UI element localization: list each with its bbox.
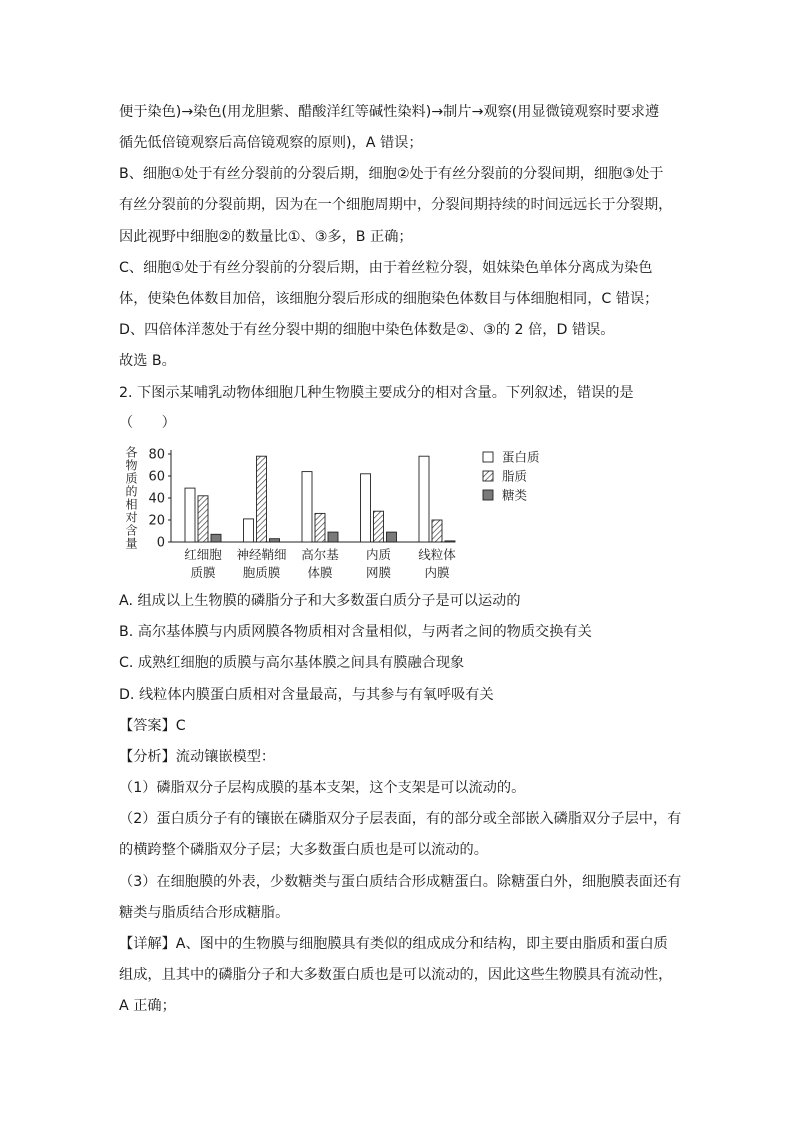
text-line: 体，使染色体数目加倍，该细胞分裂后形成的细胞染色体数目与体细胞相同，C 错误；: [119, 291, 659, 307]
text-line: 故选 B。: [119, 353, 176, 369]
bar-gray: [328, 532, 338, 542]
bar-hatched: [198, 496, 208, 542]
answer-label: 【答案】C: [119, 718, 186, 734]
option-d: D. 线粒体内膜蛋白质相对含量最高，与其参与有氧呼吸有关: [119, 687, 494, 703]
text-line: 便于染色)→染色(用龙胆紫、醋酸洋红等碱性染料)→制片→观察(用显微镜观察时要求遵: [119, 104, 660, 120]
option-b: B. 高尔基体膜与内质网膜各物质相对含量相似，与两者之间的物质交换有关: [119, 624, 592, 640]
bar-empty: [419, 456, 429, 542]
text-line: 循先低倍镜观察后高倍镜观察的原则)，A 错误；: [119, 135, 423, 151]
detail-line: 组成，且其中的磷脂分子和大多数蛋白质也是可以流动的，因此这些生物膜具有流动性，: [119, 967, 673, 983]
text-line: 有丝分裂前的分裂前期，因为在一个细胞周期中，分裂间期持续的时间远远长于分裂期，: [119, 197, 673, 213]
bar-chart: [118, 440, 588, 585]
x-tick-label: 神经鞘细: [236, 547, 287, 562]
question-stem: 2. 下图示某哺乳动物体细胞几种生物膜主要成分的相对含量。下列叙述，错误的是: [119, 385, 634, 401]
bar-hatched: [315, 513, 325, 542]
x-tick-label: 内膜: [424, 565, 450, 580]
analysis-point: 的横跨整个磷脂双分子层；大多数蛋白质也是可以流动的。: [119, 842, 488, 858]
x-tick-label: 线粒体: [418, 547, 456, 562]
text-line: C、细胞①处于有丝分裂前的分裂后期，由于着丝粒分裂，姐妹染色单体分离成为染色: [119, 260, 653, 276]
bar-gray: [211, 534, 221, 542]
option-a: A. 组成以上生物膜的磷脂分子和大多数蛋白质分子是可以运动的: [119, 593, 521, 609]
analysis-point: 糖类与脂质结合形成糖脂。: [119, 905, 290, 921]
bar-empty: [302, 472, 312, 542]
bar-hatched: [374, 511, 384, 542]
text-line: D、四倍体洋葱处于有丝分裂中期的细胞中染色体数是②、③的 2 倍，D 错误。: [119, 322, 615, 338]
x-tick-label: 红细胞: [184, 547, 222, 562]
x-tick-label: 网膜: [365, 565, 392, 580]
legend-label: 蛋白质: [502, 449, 540, 465]
x-tick-label: 高尔基: [301, 547, 339, 562]
legend-swatch-gray: [483, 490, 493, 500]
legend-swatch-empty: [483, 452, 493, 462]
bar-empty: [244, 519, 254, 542]
bar-gray: [387, 532, 397, 542]
option-c: C. 成熟红细胞的质膜与高尔基体膜之间具有膜融合现象: [119, 655, 465, 671]
analysis-point: （1）磷脂双分子层构成膜的基本支架，这个支架是可以流动的。: [119, 780, 526, 796]
detail-line: 【详解】A、图中的生物膜与细胞膜具有类似的组成成分和结构，即主要由脂质和蛋白质: [119, 936, 668, 952]
y-tick-label: 60: [148, 469, 165, 485]
bar-hatched: [257, 456, 267, 542]
text-line: 因此视野中细胞②的数量比①、③多，B 正确；: [119, 229, 413, 245]
answer-blank: （ ）: [119, 415, 176, 431]
x-tick-label: 体膜: [307, 565, 333, 580]
text-line: B、细胞①处于有丝分裂前的分裂后期，细胞②处于有丝分裂前的分裂间期，细胞③处于: [119, 166, 664, 182]
legend-swatch-hatched: [483, 471, 493, 481]
y-axis-label: 各物质的相对含量: [124, 446, 138, 550]
analysis-point: （2）蛋白质分子有的镶嵌在磷脂双分子层表面，有的部分或全部嵌入磷脂双分子层中，有: [119, 811, 682, 827]
y-tick-label: 40: [148, 491, 165, 507]
analysis-label: 【分析】流动镶嵌模型：: [119, 749, 276, 765]
y-tick-label: 20: [148, 513, 165, 529]
y-tick-label: 0: [156, 535, 165, 551]
legend-label: 脂质: [502, 468, 528, 484]
x-tick-label: 胞质膜: [242, 565, 281, 580]
bar-gray: [270, 539, 280, 542]
detail-line: A 正确；: [119, 998, 176, 1014]
bar-hatched: [432, 520, 442, 542]
bar-empty: [185, 488, 195, 542]
bar-gray: [445, 541, 455, 542]
analysis-point: （3）在细胞膜的外表，少数糖类与蛋白质结合形成糖蛋白。除糖蛋白外，细胞膜表面还有: [119, 874, 682, 890]
x-tick-label: 内质: [365, 547, 392, 562]
x-tick-label: 质膜: [190, 565, 216, 580]
legend-label: 糖类: [502, 487, 528, 503]
y-tick-label: 80: [148, 447, 165, 463]
bar-empty: [361, 474, 371, 542]
